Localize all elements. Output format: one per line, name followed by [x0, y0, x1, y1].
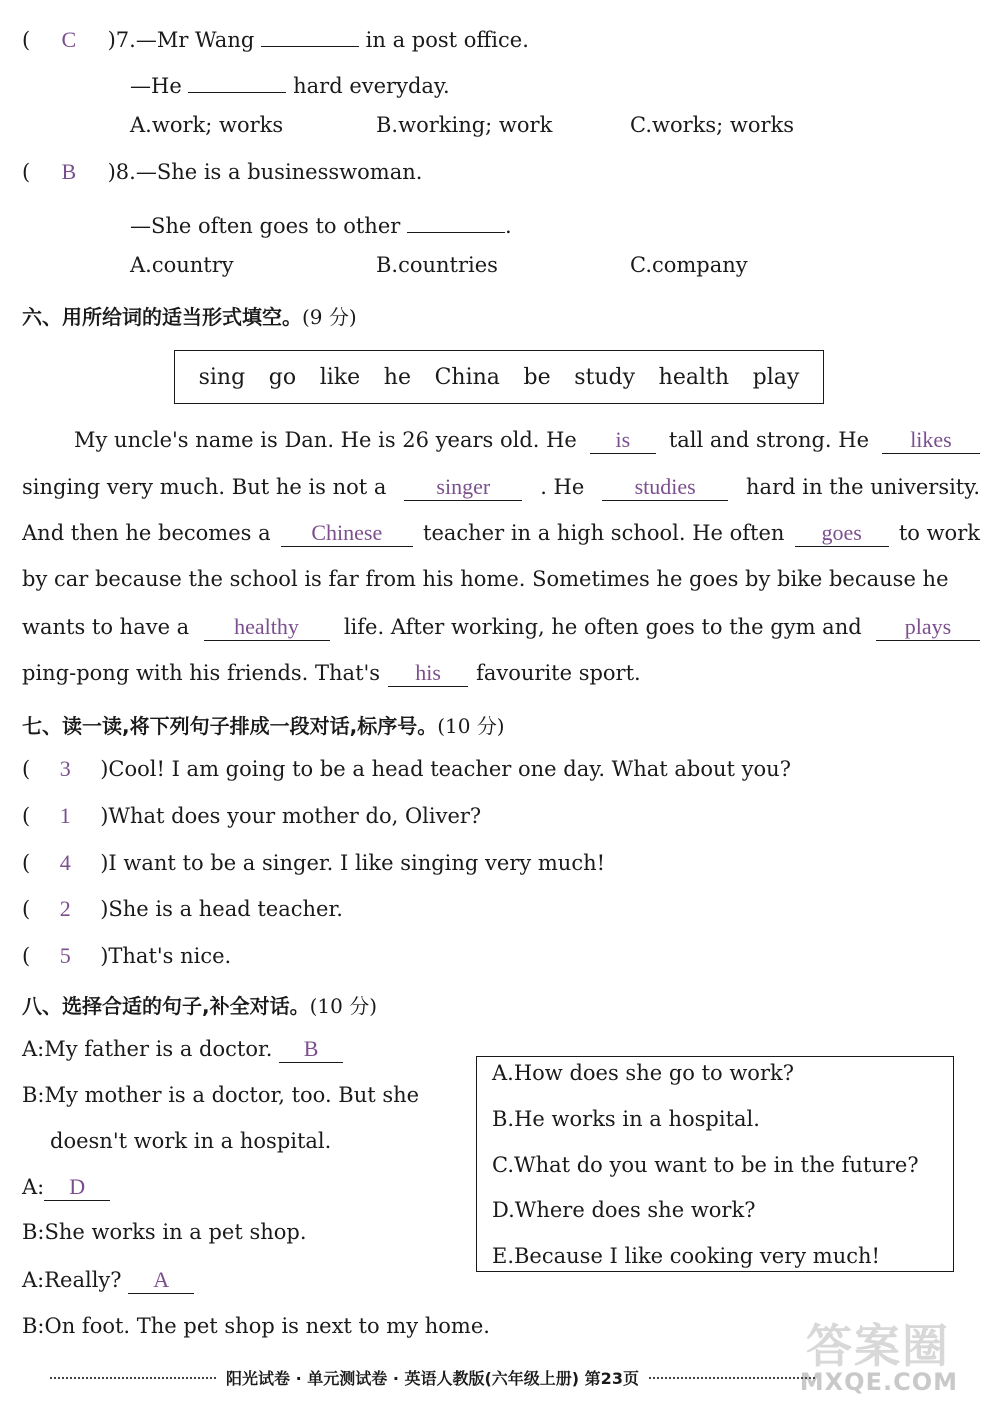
cloze-text: by car because the school is far from his home. Sometimes he goes by bike because he: [22, 567, 949, 592]
order-text: )What does your mother do, Oliver?: [100, 804, 482, 828]
cloze-row-4: [22, 567, 980, 614]
q8-text: 8.—She is a businesswoman.: [115, 160, 423, 184]
q7-option-a: A.work; works: [130, 113, 284, 137]
word-bank-item: go: [268, 364, 297, 390]
cloze-answer-2: likes: [882, 427, 980, 454]
paren-close: ): [107, 160, 116, 184]
dialog-line: [22, 1174, 110, 1201]
section-7-title: 七、读一读,将下列句子排成一段对话,标序号。: [22, 714, 438, 738]
section-8-points: (10 分): [309, 994, 378, 1018]
dialog-line: B:My mother is a doctor, too. But she: [22, 1083, 420, 1107]
dialog-line: doesn't work in a hospital.: [50, 1129, 332, 1153]
cloze-answer-1: is: [590, 427, 656, 454]
cloze-row-1: [22, 427, 980, 474]
choice-item: E.Because I like cooking very much!: [492, 1244, 880, 1268]
q8-line2: [130, 206, 512, 238]
choice-item: D.Where does she work?: [492, 1198, 756, 1222]
cloze-text: ping-pong with his friends. That's: [22, 661, 381, 686]
paren-open: (: [22, 28, 31, 52]
cloze-row-5: [22, 614, 980, 661]
cloze-text: to work: [898, 521, 980, 546]
cloze-text: tall and strong. He: [668, 428, 869, 452]
q8-answer: B: [61, 159, 77, 184]
cloze-answer-7: healthy: [204, 614, 330, 641]
choice-item: A.How does she go to work?: [492, 1061, 794, 1085]
cloze-text: wants to have a: [22, 614, 190, 639]
section-8-title: 八、选择合适的句子,补全对话。: [22, 994, 310, 1018]
choice-box: [476, 1056, 954, 1272]
cloze-row-3: [22, 520, 980, 567]
section-6-heading: [22, 301, 357, 330]
q8-option-c: C.company: [630, 253, 748, 277]
order-item: ( 2 )She is a head teacher.: [22, 896, 343, 921]
cloze-text: . He: [540, 474, 585, 499]
choice-item: B.He works in a hospital.: [492, 1107, 760, 1131]
cloze-answer-6: goes: [795, 520, 889, 547]
cloze-answer-4: studies: [602, 474, 728, 501]
order-text: )That's nice.: [100, 944, 232, 968]
dialog-answer-1: B: [279, 1036, 343, 1063]
q7-answer: C: [61, 27, 77, 52]
cloze-text: teacher in a high school. He often: [423, 521, 785, 546]
cloze-text: life. After working, he often goes to the gym and: [343, 614, 862, 639]
word-bank-item: health: [658, 364, 730, 390]
section-8-heading: [22, 990, 377, 1019]
dialog-line: B:She works in a pet shop.: [22, 1220, 307, 1244]
order-answer: 1: [59, 803, 71, 828]
dialog-text: A:: [22, 1175, 45, 1199]
order-answer: 2: [59, 896, 71, 921]
word-bank-item: he: [383, 364, 411, 390]
cloze-answer-5: Chinese: [281, 520, 413, 547]
q8-line1: [22, 159, 422, 185]
q7-option-b: B.working; work: [376, 113, 553, 137]
page-footer: [40, 1366, 955, 1389]
q8-option-a: A.country: [130, 253, 234, 277]
q8-option-b: B.countries: [376, 253, 498, 277]
q7-line2: [130, 66, 450, 98]
section-7-points: (10 分): [437, 714, 505, 738]
q7-text-b: in a post office.: [365, 28, 529, 52]
order-item: ( 3 )Cool! I am going to be a head teacher one day. What about you?: [22, 756, 791, 781]
q8-blank: [407, 206, 505, 233]
q8-text-b: .: [504, 214, 512, 238]
footer-text: 阳光试卷 · 单元测试卷 · 英语人教版(六年级上册) 第23页: [226, 1369, 639, 1388]
word-bank-item: China: [434, 364, 500, 390]
cloze-text: hard in the university.: [746, 474, 980, 499]
q7-blank-1: [261, 20, 359, 47]
cloze-answer-9: his: [388, 660, 468, 687]
cloze-text: My uncle's name is Dan. He is 26 years old. He: [74, 428, 577, 452]
watermark-logo: 答案圈: [806, 1319, 950, 1373]
word-bank: [174, 350, 824, 404]
word-bank-item: sing: [198, 364, 246, 390]
order-item: ( 4 )I want to be a singer. I like singing very much!: [22, 850, 606, 875]
q7-text-a: 7.—Mr Wang: [115, 28, 255, 52]
q7-option-c: C.works; works: [630, 113, 795, 137]
word-bank-item: be: [523, 364, 551, 390]
footer-divider: [649, 1377, 815, 1379]
section-6-title: 六、用所给词的适当形式填空。: [22, 305, 302, 329]
word-bank-item: play: [752, 364, 800, 390]
dialog-text: A:My father is a doctor.: [22, 1037, 273, 1061]
q7-text-c: —He: [130, 74, 182, 98]
cloze-row-2: [22, 474, 980, 521]
dialog-answer-2: D: [44, 1174, 110, 1201]
cloze-text: favourite sport.: [476, 661, 641, 686]
q7-text-d: hard everyday.: [293, 74, 450, 98]
order-text: )Cool! I am going to be a head teacher one day. What about you?: [100, 757, 791, 781]
order-item: ( 5 )That's nice.: [22, 943, 232, 968]
q7-blank-2: [188, 66, 286, 93]
q8-text-a: —She often goes to other: [130, 214, 401, 238]
section-6-points: (9 分): [302, 305, 357, 329]
cloze-text: singing very much. But he is not a: [22, 474, 387, 499]
order-answer: 4: [59, 850, 71, 875]
cloze-text: And then he becomes a: [22, 521, 271, 546]
cloze-answer-8: plays: [876, 614, 980, 641]
choice-item: C.What do you want to be in the future?: [492, 1153, 919, 1177]
order-answer: 3: [59, 756, 71, 781]
order-item: ( 1 )What does your mother do, Oliver?: [22, 803, 482, 828]
paren-close: ): [107, 28, 116, 52]
dialog-line: [22, 1267, 194, 1294]
word-bank-item: like: [319, 364, 361, 390]
cloze-row-6: [22, 660, 980, 707]
watermark-url: MXQE.COM: [799, 1368, 958, 1396]
section-7-heading: [22, 710, 505, 739]
dialog-line: [22, 1036, 343, 1063]
dialog-line: B:On foot. The pet shop is next to my home.: [22, 1314, 490, 1338]
cloze-answer-3: singer: [404, 474, 522, 501]
dialog-answer-3: A: [128, 1267, 194, 1294]
footer-divider: [50, 1377, 216, 1379]
cloze-paragraph: [22, 427, 980, 707]
q7-line1: [22, 20, 529, 53]
paren-open: (: [22, 160, 31, 184]
order-answer: 5: [59, 943, 71, 968]
order-text: )I want to be a singer. I like singing very much!: [100, 851, 606, 875]
order-text: )She is a head teacher.: [100, 897, 343, 921]
word-bank-item: study: [574, 364, 636, 390]
dialog-text: A:Really?: [22, 1268, 122, 1292]
